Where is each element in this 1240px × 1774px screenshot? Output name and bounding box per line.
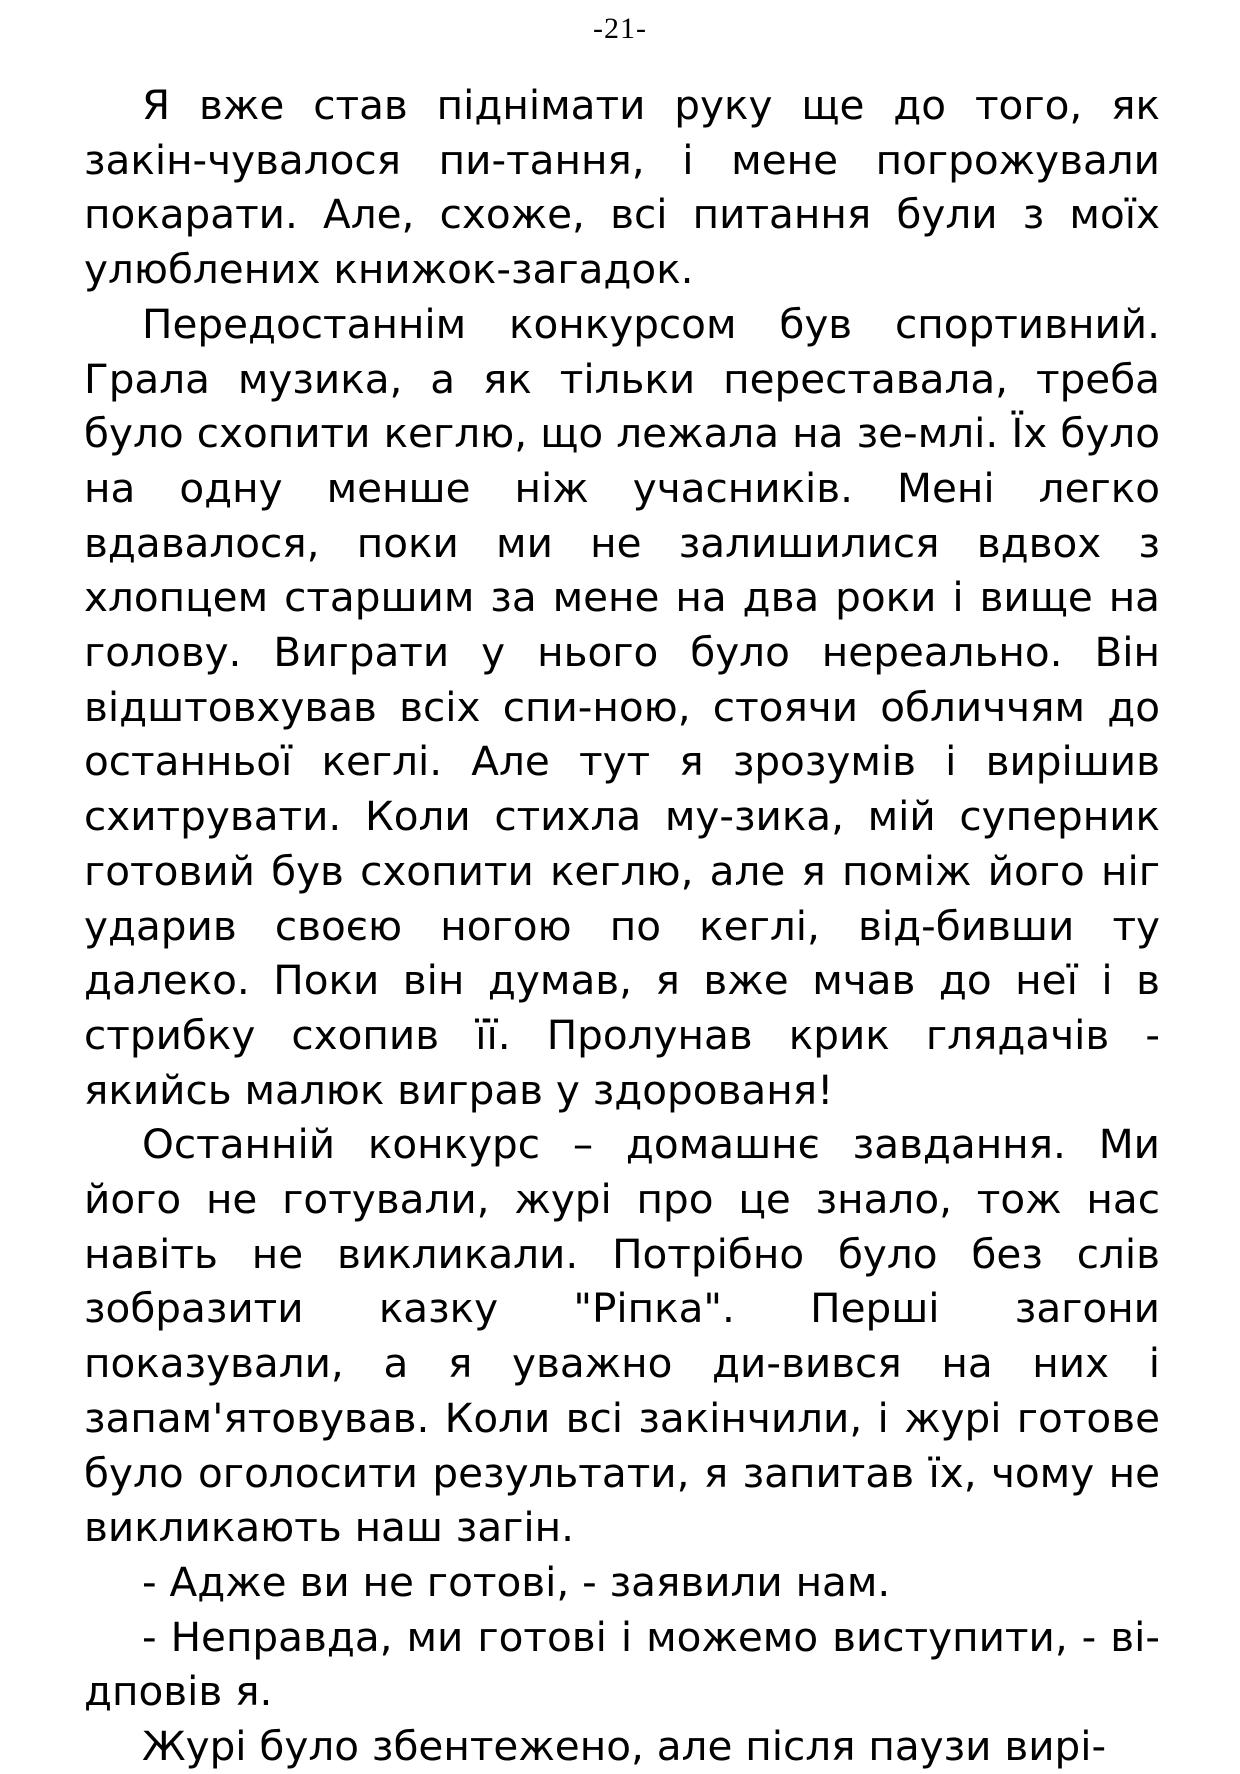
paragraph-3: Останній конкурс – домашнє завдання. Ми його не готували, журі про це знало, тож нас навіть не викликали. Потрібно було без слів зобразити казку "Ріпка". Перші загони показували, а я уважно ди-вився на них і запам'ятовував. Коли всі закінчили, і журі готове було оголосити результати, я запитав їх, чому не викликають наш загін. — [84, 1120, 1160, 1552]
page-body — [84, 78, 1160, 1774]
paragraph-5: - Неправда, ми готові і можемо виступити, - ві-дповів я. — [84, 1612, 1160, 1716]
page-number: -21- — [593, 12, 647, 45]
paragraph-2: Передостаннім конкурсом був спортивний. Грала музика, а як тільки переставала, треба було схопити кеглю, що лежала на зе-млі. Їх було на одну менше ніж учасників. Мені легко вдавалося, поки ми не залишилися вдвох з хлопцем старшим за мене на два роки і вище на голову. Виграти у нього було нереально. Він відштовхував всіх спи-ною, стоячи обличчям до останньої кеглі. Але тут я зрозумів і вирішив схитрувати. Коли стихла му-зика, мій суперник готовий був схопити кеглю, але я поміж його ніг ударив своєю ногою по кеглі, від-бивши ту далеко. Поки він думав, я вже мчав до неї і в стрибку схопив її. Пролунав крик глядачів - якийсь малюк виграв у здорованя! — [84, 299, 1160, 1114]
paragraph-6: Журі було збентежено, але після паузи вирі- — [142, 1722, 1107, 1771]
paragraph-4: - Адже ви не готові, - заявили нам. — [142, 1557, 891, 1606]
paragraph-1: Я вже став піднімати руку ще до того, як закін-чувалося пи-тання, і мене погрожували покарати. Але, схоже, всі питання були з моїх улюблених книжок-загадок. — [84, 81, 1160, 294]
